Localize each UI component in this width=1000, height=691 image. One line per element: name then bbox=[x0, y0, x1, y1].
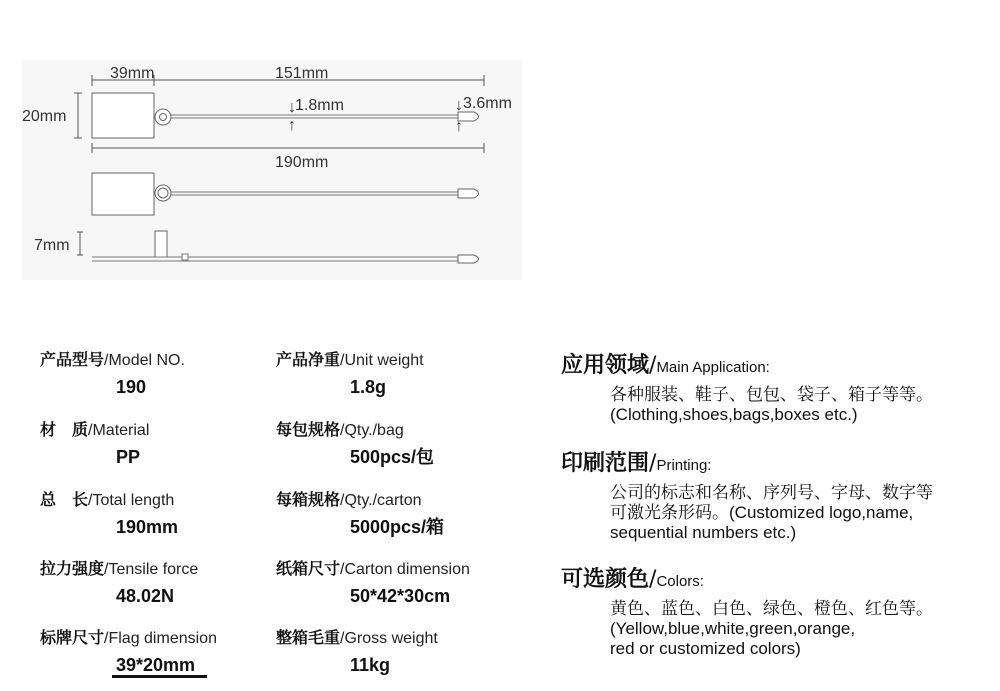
info-line: (Clothing,shoes,bags,boxes etc.) bbox=[610, 405, 858, 424]
spec-value: 1.8g bbox=[350, 377, 387, 397]
info-line: sequential numbers etc.) bbox=[610, 523, 797, 542]
info-line: 黄色、蓝色、白色、绿色、橙色、红色等。 bbox=[610, 599, 933, 618]
info-line: 各种服装、鞋子、包包、袋子、箱子等等。 bbox=[610, 385, 933, 404]
spec-label-en: /Qty./carton bbox=[340, 492, 422, 509]
spec-label-en: /Carton dimension bbox=[340, 561, 470, 578]
spec-label-en: /Unit weight bbox=[340, 352, 424, 369]
info-application: 应用领域/Main Application: 各种服装、鞋子、包包、袋子、箱子等等。 (Clothing,shoes,bags,boxes etc.) bbox=[561, 348, 981, 425]
svg-text:↓: ↓ bbox=[288, 99, 296, 116]
info-colors: 可选颜色/Colors: 黄色、蓝色、白色、绿色、橙色、红色等。 (Yellow,blue,white,green,orange, red or customized colors) bbox=[561, 562, 981, 659]
spec-unit-weight bbox=[276, 350, 424, 398]
spec-label-cn: 纸箱尺寸 bbox=[276, 559, 341, 578]
spec-qty-bag bbox=[276, 420, 434, 468]
svg-text:↑: ↑ bbox=[288, 117, 296, 134]
spec-carton-dimension bbox=[276, 559, 470, 607]
spec-tensile-force bbox=[40, 559, 198, 607]
spec-value: 50*42*30cm bbox=[350, 586, 451, 606]
spec-total-length bbox=[40, 490, 178, 538]
spec-label-cn: 整箱毛重 bbox=[276, 628, 341, 647]
spec-gross-weight bbox=[276, 628, 438, 676]
spec-label-cn: 材 质 bbox=[40, 420, 89, 439]
dim-thickness: 7mm bbox=[34, 237, 70, 254]
spec-qty-carton bbox=[276, 490, 444, 538]
spec-value: 11kg bbox=[350, 655, 391, 675]
spec-value: 48.02N bbox=[116, 586, 175, 606]
dim-strap-width: 1.8mm bbox=[295, 97, 344, 114]
spec-label-cn: 产品净重 bbox=[276, 350, 341, 369]
dim-top-width: 39mm bbox=[110, 65, 155, 82]
info-line: 公司的标志和名称、序列号、字母、数字等 bbox=[610, 483, 933, 502]
spec-value: 5000pcs/箱 bbox=[350, 517, 445, 537]
dim-total-length: 190mm bbox=[275, 154, 329, 171]
info-heading-en: Main Application: bbox=[656, 359, 770, 376]
info-heading-en: Printing: bbox=[656, 457, 712, 474]
spec-label-cn: 总 长 bbox=[40, 490, 89, 509]
info-heading-cn: 印刷范围 bbox=[561, 451, 650, 476]
spec-material bbox=[40, 420, 149, 468]
spec-label-en: /Model NO. bbox=[104, 352, 185, 369]
svg-text:↓: ↓ bbox=[455, 97, 463, 114]
spec-flag-dimension bbox=[40, 628, 217, 676]
tag-dimension-diagram bbox=[22, 60, 522, 280]
dim-tip-width: 3.6mm bbox=[463, 95, 512, 112]
dim-top-length: 151mm bbox=[275, 65, 329, 82]
spec-label-en: /Material bbox=[88, 422, 150, 439]
spec-label-en: /Total length bbox=[88, 492, 175, 509]
spec-label-en: /Tensile force bbox=[104, 561, 199, 578]
spec-label-cn: 每包规格 bbox=[276, 420, 341, 439]
spec-label-cn: 标牌尺寸 bbox=[40, 628, 105, 647]
info-line: 可激光条形码。(Customized logo,name, bbox=[610, 503, 914, 522]
spec-label-cn: 产品型号 bbox=[40, 350, 105, 369]
info-printing: 印刷范围/Printing: 公司的标志和名称、序列号、字母、数字等 可激光条形码。(Customized logo,name, sequential numbers etc.) bbox=[561, 446, 981, 543]
spec-value: PP bbox=[116, 447, 141, 467]
svg-text:↑: ↑ bbox=[455, 118, 463, 135]
spec-label-en: /Flag dimension bbox=[104, 630, 217, 647]
info-heading-cn: 应用领域 bbox=[561, 353, 650, 378]
spec-value: 190mm bbox=[116, 517, 179, 537]
spec-label-cn: 拉力强度 bbox=[40, 559, 105, 578]
info-line: (Yellow,blue,white,green,orange, bbox=[610, 619, 856, 638]
cut-off-text bbox=[112, 672, 207, 678]
spec-label-en: /Qty./bag bbox=[340, 422, 404, 439]
spec-value: 39*20mm bbox=[116, 655, 196, 675]
spec-model bbox=[40, 350, 185, 398]
spec-value: 190 bbox=[116, 377, 147, 397]
dim-height: 20mm bbox=[22, 108, 67, 125]
spec-label-en: /Gross weight bbox=[340, 630, 438, 647]
spec-label-cn: 每箱规格 bbox=[276, 490, 341, 509]
spec-value: 500pcs/包 bbox=[350, 447, 435, 467]
info-heading-en: Colors: bbox=[656, 573, 704, 590]
info-heading-cn: 可选颜色 bbox=[561, 567, 650, 592]
info-line: red or customized colors) bbox=[610, 639, 801, 658]
